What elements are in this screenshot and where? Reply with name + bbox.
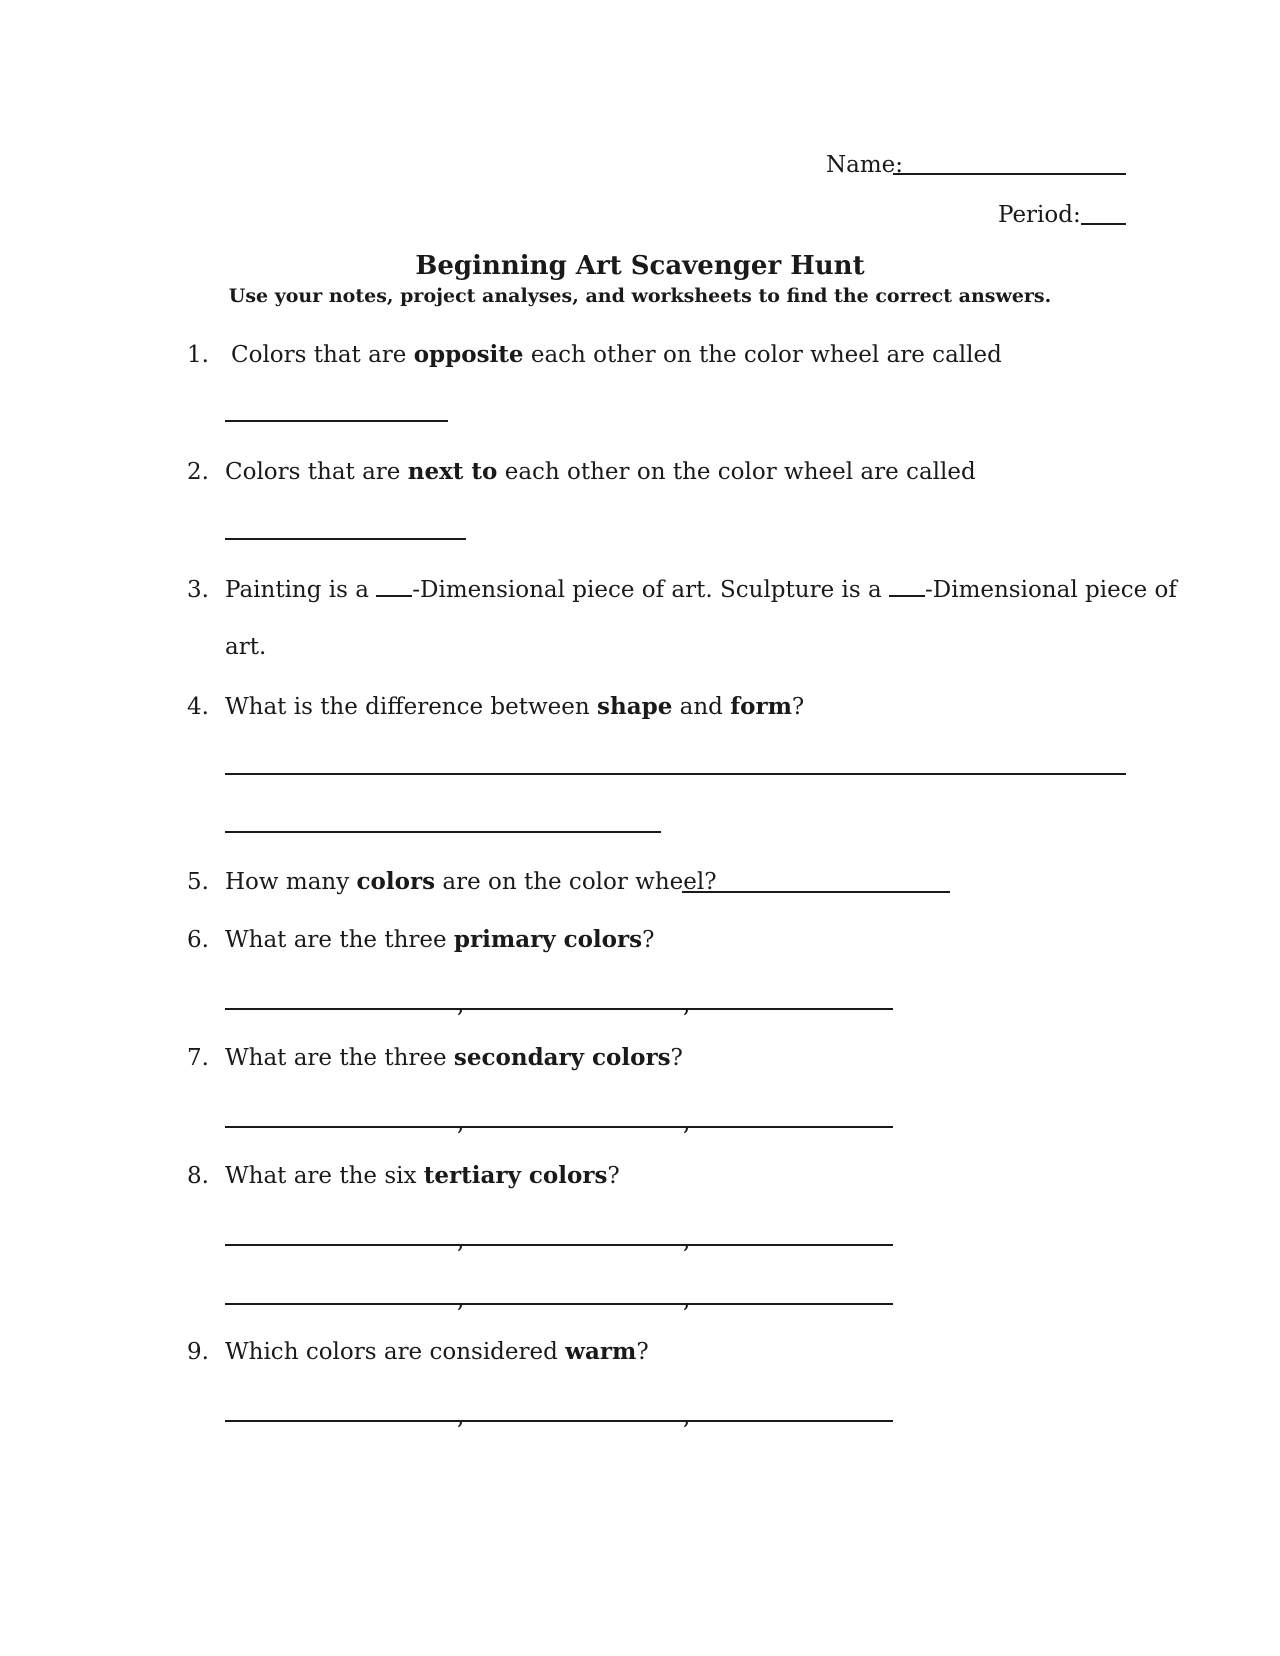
question-number: 5. [187, 869, 209, 895]
question-3-text-cont: art. [225, 634, 267, 660]
separator-comma: , [457, 1287, 465, 1313]
answer-line[interactable] [225, 831, 661, 833]
question-9-text: Which colors are considered warm? [225, 1338, 649, 1365]
question-number: 7. [187, 1045, 209, 1071]
answer-line[interactable] [225, 1420, 893, 1422]
separator-comma: , [457, 1404, 465, 1430]
answer-line[interactable] [225, 1008, 893, 1010]
question-2-text: Colors that are next to each other on the color wheel are called [225, 458, 976, 485]
name-row [826, 150, 903, 180]
question-8-text: What are the six tertiary colors? [225, 1162, 620, 1189]
name-field-line[interactable] [893, 173, 1126, 175]
separator-comma: , [457, 1110, 465, 1136]
name-label: Name: [826, 152, 904, 178]
separator-comma: , [457, 1228, 465, 1254]
period-label: Period: [998, 202, 1081, 228]
question-6-text: What are the three primary colors? [225, 926, 655, 953]
separator-comma: , [683, 1228, 691, 1254]
question-7-text: What are the three secondary colors? [225, 1044, 683, 1071]
answer-line[interactable] [225, 773, 1126, 775]
answer-line[interactable] [225, 1126, 893, 1128]
answer-line[interactable] [225, 1244, 893, 1246]
period-row [998, 200, 1081, 230]
answer-line[interactable] [682, 891, 950, 893]
dimension-blank-2[interactable] [889, 575, 925, 597]
question-4-text: What is the difference between shape and form? [225, 693, 805, 720]
question-number: 6. [187, 927, 209, 953]
page-subtitle: Use your notes, project analyses, and worksheets to find the correct answers. [228, 285, 1052, 307]
answer-line[interactable] [225, 420, 448, 422]
question-3-text: Painting is a -Dimensional piece of art. Sculpture is a -Dimensional piece of [225, 577, 1177, 603]
separator-comma: , [683, 1287, 691, 1313]
separator-comma: , [683, 992, 691, 1018]
question-number: 3. [187, 577, 209, 603]
separator-comma: , [683, 1404, 691, 1430]
question-1-text: Colors that are opposite each other on the color wheel are called [231, 341, 1002, 368]
answer-line[interactable] [225, 538, 466, 540]
question-number: 4. [187, 694, 209, 720]
page-title: Beginning Art Scavenger Hunt [415, 251, 865, 281]
question-number: 9. [187, 1339, 209, 1365]
dimension-blank-1[interactable] [376, 575, 412, 597]
question-number: 8. [187, 1163, 209, 1189]
question-number: 2. [187, 459, 209, 485]
question-number: 1. [187, 342, 209, 368]
question-5-text: How many colors are on the color wheel? [225, 868, 717, 895]
period-field-line[interactable] [1081, 223, 1126, 225]
separator-comma: , [457, 992, 465, 1018]
answer-line[interactable] [225, 1303, 893, 1305]
separator-comma: , [683, 1110, 691, 1136]
